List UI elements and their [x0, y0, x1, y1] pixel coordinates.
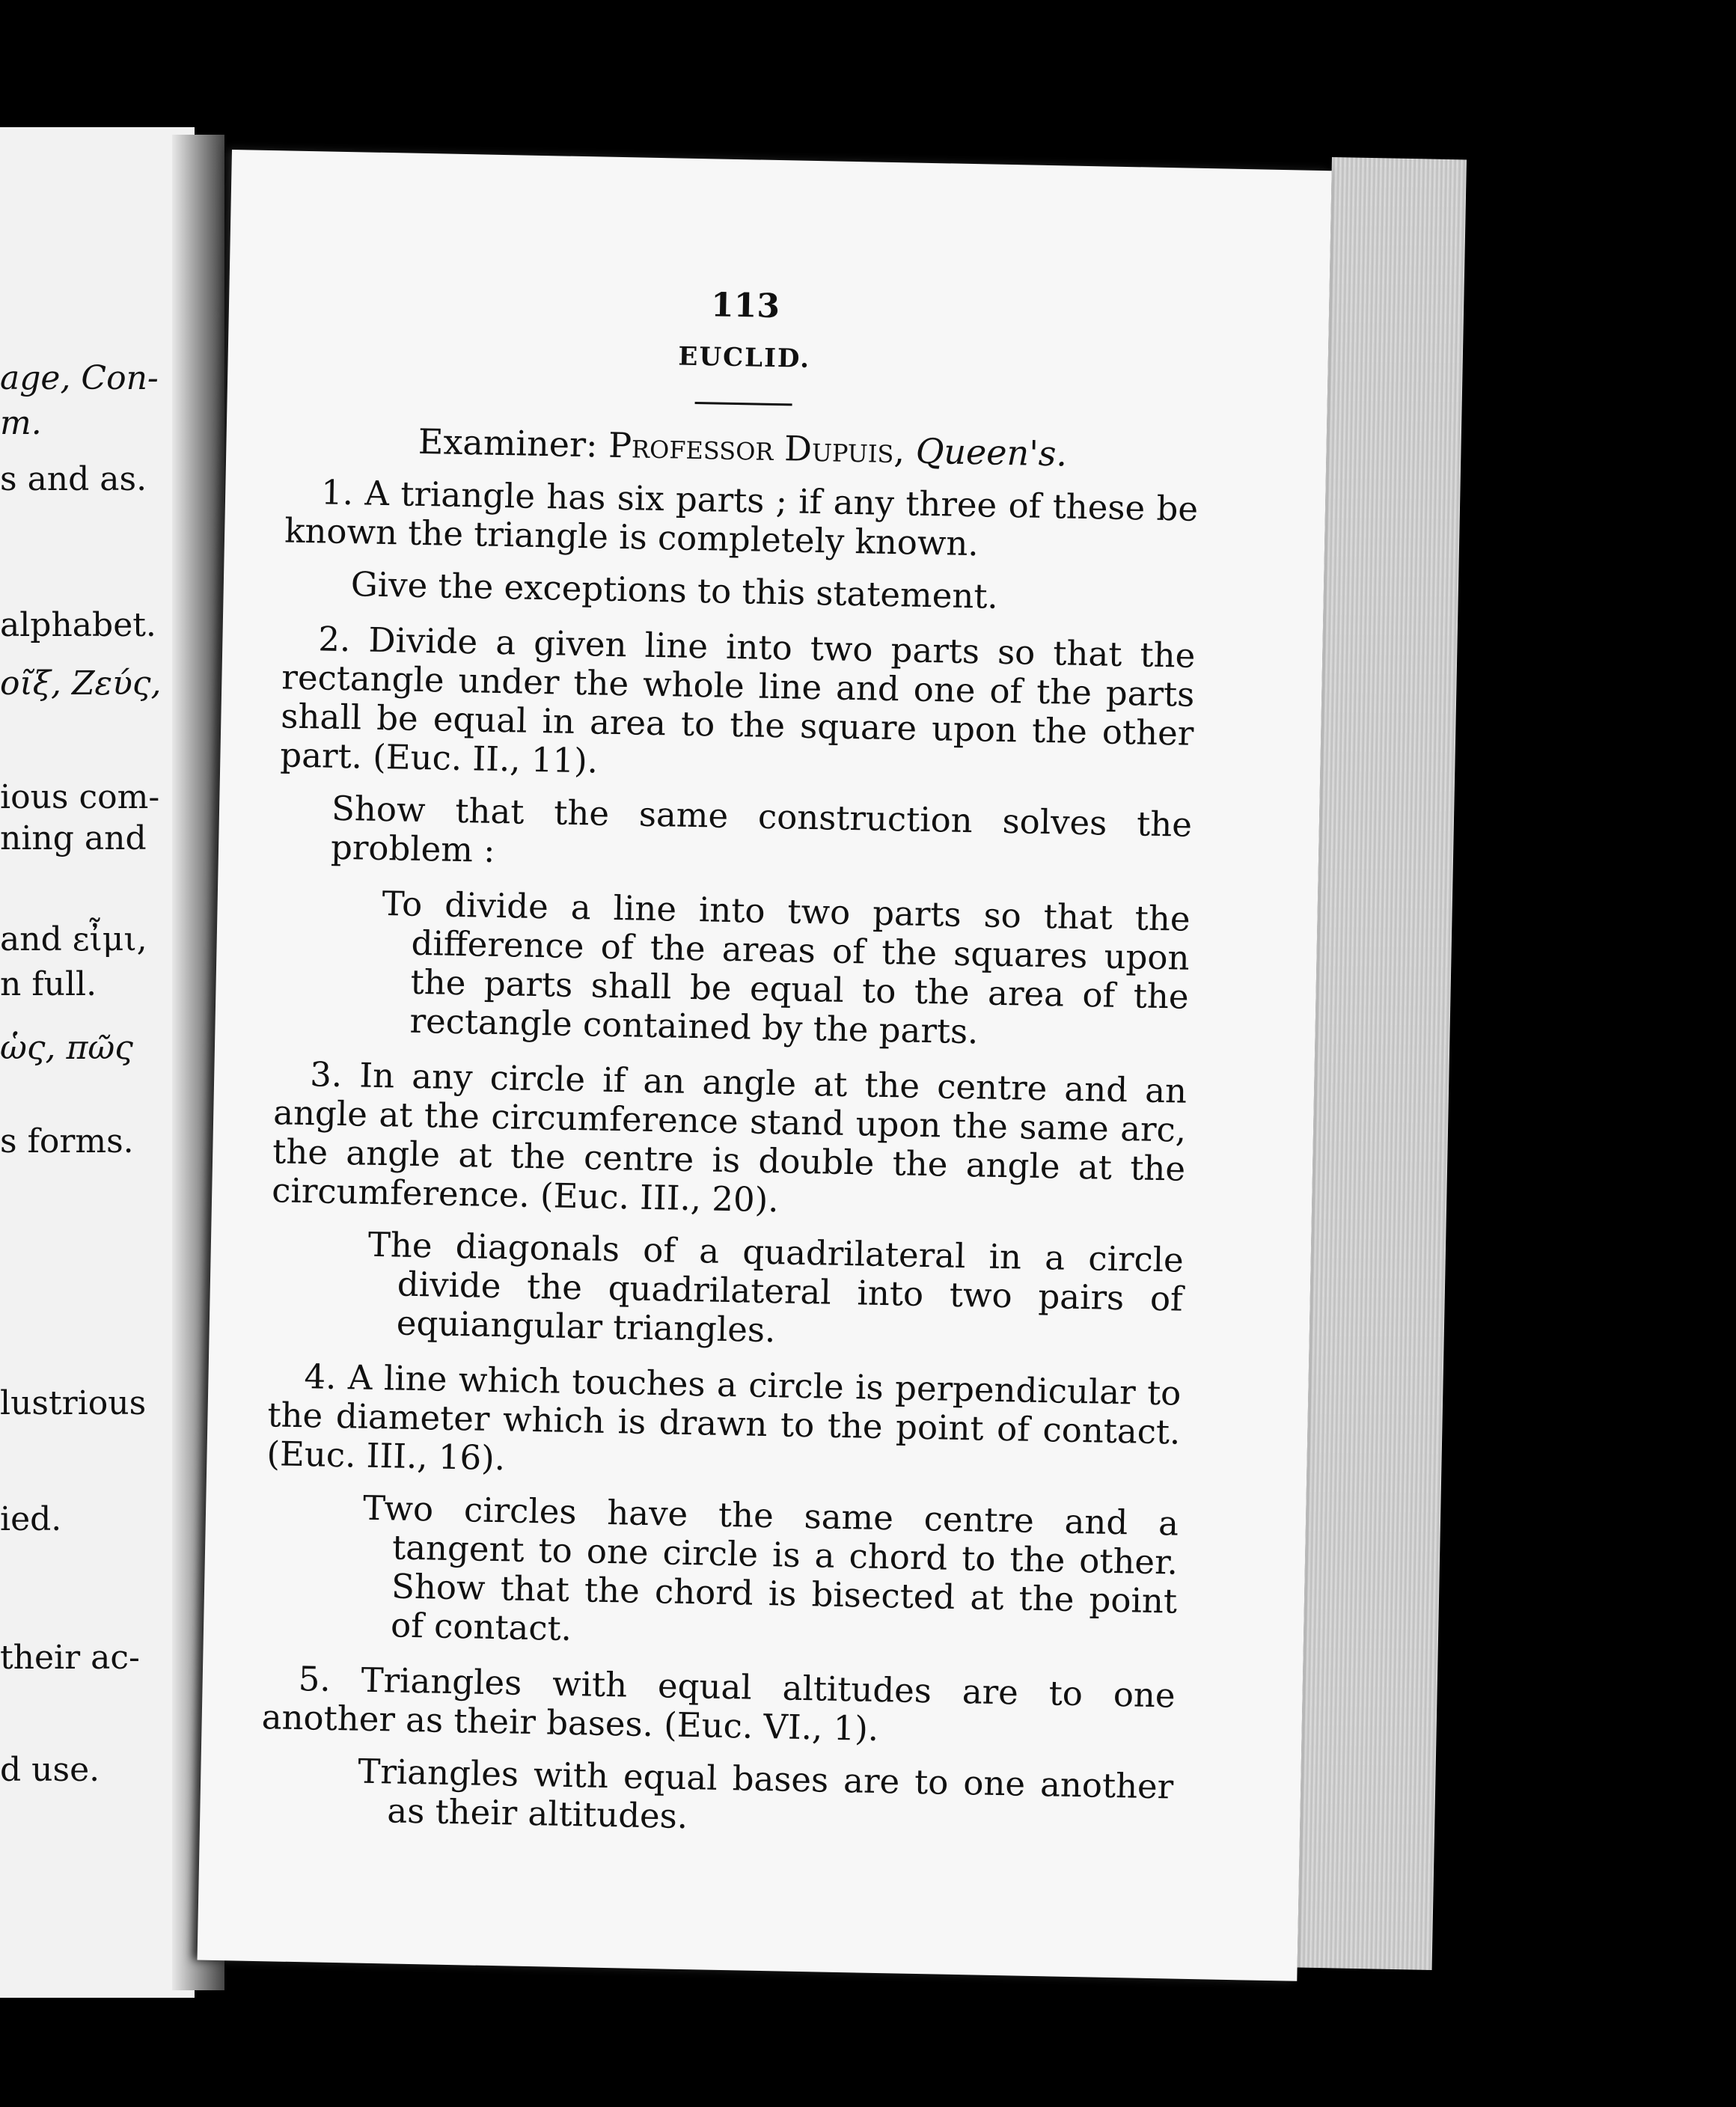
heading-rule — [695, 402, 792, 406]
left-page — [0, 127, 195, 1998]
examiner-name: Professor Dupuis, — [608, 424, 905, 471]
question-5: 5. Triangles with equal altitudes are to one another as their bases. (Euc. VI., 1). — [261, 1659, 1176, 1749]
left-text-fragment: alphabet. — [0, 606, 156, 644]
question-4-sub: Two circles have the same centre and a tangent to one circle is a chord to the other. Show that the chord is bisected at the point of contact. — [362, 1487, 1179, 1649]
question-2-sub2: To divide a line into two parts so that the difference of the areas of the squares upon the parts shall be equal to the area of the rectangle contained by the parts. — [382, 884, 1191, 1052]
left-text-fragment: n full. — [0, 965, 97, 1003]
page-content — [260, 278, 1202, 1862]
question-2-sub: Show that the same construction solves the problem : — [330, 788, 1193, 870]
left-text-fragment: ning and — [0, 819, 147, 857]
question-1: 1. A triangle has six parts ; if any three of these be known the triangle is completely known. — [284, 472, 1199, 564]
left-text-fragment: m. — [0, 404, 42, 442]
left-text-fragment: s forms. — [0, 1122, 134, 1160]
question-5-sub: Triangles with equal bases are to one another as their altitudes. — [357, 1751, 1174, 1837]
section-heading: EUCLID. — [678, 341, 811, 374]
question-3: 3. In any circle if an angle at the centre and an angle at the circumference stand upon the same arc, the angle at the centre is double the angle at the circumference. (Euc. III., 20). — [271, 1054, 1188, 1220]
question-4: 4. A line which touches a circle is perpendicular to the diameter which is drawn to the point of contact. (Euc. III., 16). — [266, 1357, 1182, 1478]
right-page — [198, 150, 1332, 1981]
left-text-fragment: and εἶμι, — [0, 920, 147, 958]
question-2: 2. Divide a given line into two parts so that the rectangle under the whole line and one of the parts shall be equal in area to the square upon the other part. (Euc. II., 11). — [279, 619, 1196, 781]
left-text-fragment: οῖξ, Ζεύς, — [0, 664, 162, 703]
examiner-line — [286, 418, 1199, 476]
examiner-affiliation: Queen's. — [915, 430, 1068, 474]
question-1-sub: Give the exceptions to this statement. — [350, 564, 999, 617]
left-text-fragment: s and as. — [0, 460, 147, 498]
left-text-fragment: age, Con- — [0, 359, 159, 397]
question-3-sub: The diagonals of a quadrilateral in a circle divide the quadrilateral into two pairs of equiangular triangles. — [367, 1224, 1185, 1351]
page-number: 113 — [710, 286, 780, 326]
left-text-fragment: ied. — [0, 1500, 62, 1538]
left-text-fragment: their ac- — [0, 1639, 140, 1677]
left-text-fragment: ious com- — [0, 778, 160, 816]
left-text-fragment: ὡς, πῶς — [0, 1029, 133, 1067]
examiner-label: Examiner: — [418, 421, 599, 465]
left-text-fragment: d use. — [0, 1751, 100, 1789]
left-text-fragment: lustrious — [0, 1384, 147, 1422]
